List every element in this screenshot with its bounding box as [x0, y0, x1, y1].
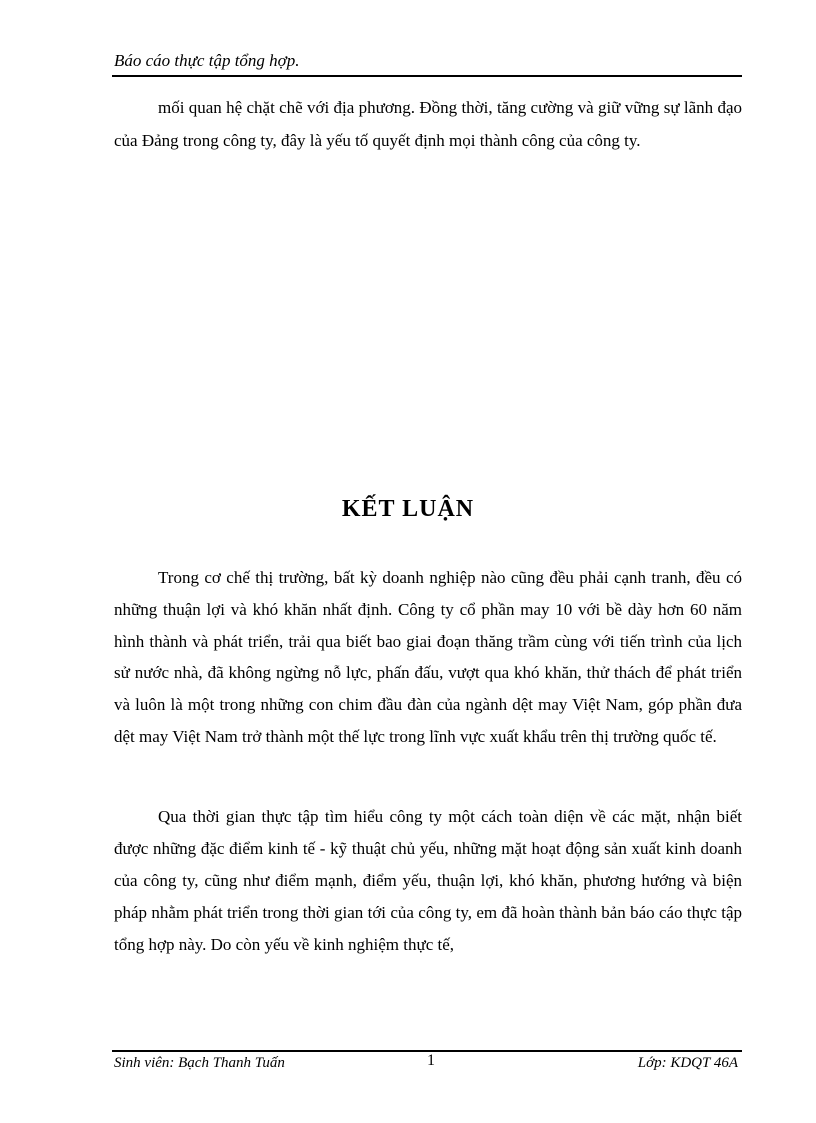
header-rule — [112, 75, 742, 77]
conclusion-paragraph-1: Trong cơ chế thị trường, bất kỳ doanh nghiệp nào cũng đều phải cạnh tranh, đều có những thuận lợi và khó khăn nhất định. Công ty cổ phần may 10 với bề dày hơn 60 năm hình thành và phát triển, trải qua biết bao giai đoạn thăng trầm cùng với tiến trình của lịch sử nước nhà, đã không ngừng nỗ lực, phấn đấu, vượt qua khó khăn, thử thách để phát triển và luôn là một trong những con chim đầu đàn của ngành dệt may Việt Nam, góp phần đưa dệt may Việt Nam trở thành một thế lực trong lĩnh vực xuất khẩu trên thị trường quốc tế. — [114, 568, 742, 746]
footer-student: Sinh viên: Bạch Thanh Tuấn — [114, 1055, 285, 1071]
conclusion-paragraph-2: Qua thời gian thực tập tìm hiểu công ty một cách toàn diện về các mặt, nhận biết được những đặc điểm kinh tế - kỹ thuật chủ yếu, những mặt hoạt động sản xuất kinh doanh của công ty, cũng như điểm mạnh, điểm yếu, thuận lợi, khó khăn, phương hướng và biện pháp nhằm phát triển trong thời gian tới của công ty, em đã hoàn thành bản báo cáo thực tập tổng hợp này. Do còn yếu về kinh nghiệm thực tế, — [114, 807, 742, 954]
section-heading: KẾT LUẬN — [341, 496, 475, 522]
page-number: 1 — [427, 1052, 435, 1069]
footer-class: Lớp: KDQT 46A — [637, 1055, 738, 1071]
continuation-paragraph: mối quan hệ chặt chẽ với địa phương. Đồng thời, tăng cường và giữ vững sự lãnh đạo của Đảng trong công ty, đây là yếu tố quyết định mọi thành công của công ty. — [114, 98, 742, 150]
header-title: Báo cáo thực tập tổng hợp. — [114, 51, 300, 70]
